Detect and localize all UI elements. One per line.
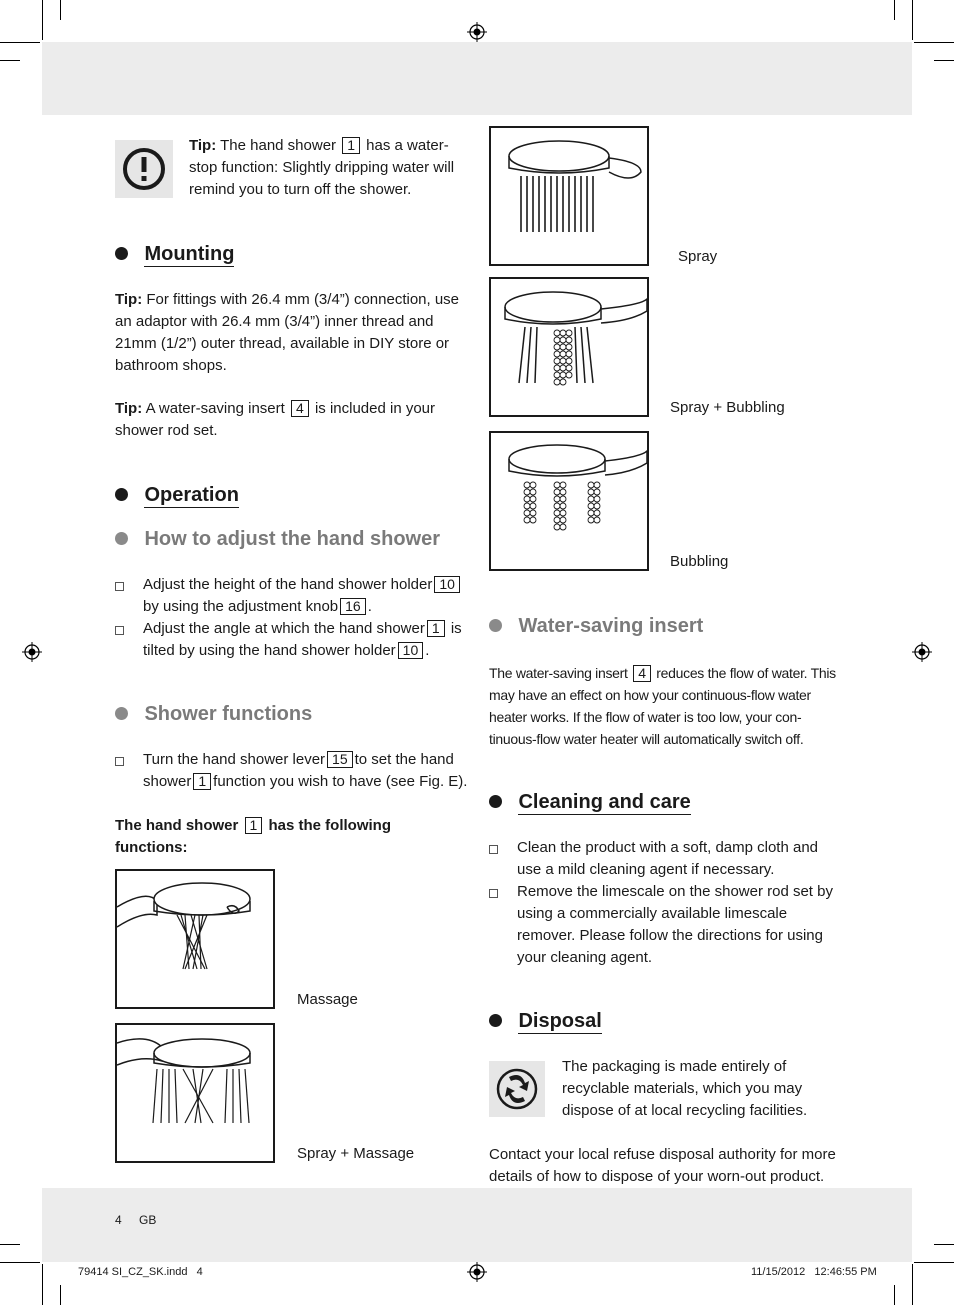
- crop-mark: [42, 0, 43, 40]
- ref-number: 1: [427, 620, 445, 637]
- list-text: Remove the limescale on the shower rod set by using a commercially available limescale remover. Please follow the directions for using your cleaning agent.: [517, 883, 833, 966]
- section-title: How to adjust the hand shower: [144, 528, 441, 550]
- ref-number: 15: [327, 751, 353, 768]
- list-item: [115, 574, 470, 618]
- crop-mark: [0, 60, 20, 61]
- shower-spray-massage-icon: [117, 1025, 273, 1161]
- figure-spray-bubbling: [489, 277, 649, 417]
- registration-mark-icon: [22, 642, 42, 662]
- page-number-value: 4: [115, 1213, 122, 1227]
- section-title: Operation: [144, 484, 239, 506]
- crop-mark: [914, 1262, 954, 1263]
- bullet-icon: [489, 619, 502, 632]
- crop-mark: [60, 1285, 61, 1305]
- heading-shower-functions: [115, 703, 312, 726]
- caption-spray-bubbling: Spray + Bubbling: [670, 399, 785, 416]
- figure-massage: [115, 869, 275, 1009]
- crop-mark: [894, 0, 895, 20]
- shower-bubbling-icon: [491, 433, 647, 569]
- crop-mark: [894, 1285, 895, 1305]
- heading-water-saving: [489, 615, 703, 638]
- tip-text: The hand shower: [220, 137, 337, 154]
- list-text: by using the adjustment knob: [143, 598, 339, 615]
- crop-mark: [914, 42, 954, 43]
- timestamp: 11/15/2012 12:46:55 PM: [751, 1266, 877, 1278]
- disposal-contact: Contact your local refuse disposal authority for more details of how to dispose of your worn-out product.: [489, 1146, 836, 1185]
- section-title: Disposal: [518, 1010, 602, 1032]
- paragraph-text: The water-saving insert: [489, 665, 628, 681]
- ref-number: 1: [193, 773, 211, 790]
- bullet-icon: [115, 707, 128, 720]
- shower-spray-icon: [491, 128, 647, 264]
- language-code: GB: [139, 1213, 157, 1227]
- bold-text: The hand shower: [115, 817, 239, 834]
- list-text: .: [425, 642, 430, 659]
- tip-label: Tip:: [115, 400, 143, 417]
- section-title: Cleaning and care: [518, 791, 691, 813]
- tip-label: Tip:: [115, 291, 143, 308]
- section-title: Mounting: [144, 243, 235, 265]
- shower-functions-list: [115, 749, 470, 793]
- caption-spray: Spray: [678, 248, 718, 265]
- registration-mark-icon: [467, 1262, 487, 1282]
- registration-mark-icon: [912, 642, 932, 662]
- list-item: [115, 749, 470, 793]
- caption-massage: Massage: [297, 991, 358, 1008]
- ref-number: 4: [633, 665, 651, 682]
- figure-spray-massage: [115, 1023, 275, 1163]
- crop-mark: [0, 42, 40, 43]
- tip-waterstop: [189, 135, 471, 201]
- heading-disposal: [489, 1010, 602, 1033]
- following-functions: [115, 815, 455, 859]
- checkbox-bullet-icon: [489, 845, 498, 854]
- header-band: [42, 42, 912, 115]
- checkbox-bullet-icon: [115, 582, 124, 591]
- crop-mark: [60, 0, 61, 20]
- list-text: Turn the hand shower lever: [143, 751, 326, 768]
- shower-spray-bubbling-icon: [491, 279, 647, 415]
- tip-text: has a water-stop function: Slightly dripping water will remind you to turn off the shower.: [189, 137, 455, 198]
- list-item: [489, 837, 839, 881]
- warning-icon: [115, 140, 173, 198]
- ref-number: 1: [342, 137, 360, 154]
- mounting-tip-1: [115, 289, 465, 377]
- crop-mark: [912, 1264, 913, 1305]
- paragraph-text: reduces the flow of water. This may have an effect on how your continuous-flow water heater works. If the flow of water is too low, your con-tinuous-flow water heater will automatically switch off.: [489, 665, 836, 747]
- bullet-icon: [115, 488, 128, 501]
- footer-band: [42, 1188, 912, 1262]
- bullet-icon: [489, 1014, 502, 1027]
- heading-operation: [115, 484, 239, 507]
- list-text: Adjust the angle at which the hand shower: [143, 620, 425, 637]
- list-item: [115, 618, 470, 662]
- list-text: Adjust the height of the hand shower holder: [143, 576, 433, 593]
- checkbox-bullet-icon: [115, 626, 124, 635]
- ref-number: 10: [398, 642, 424, 659]
- crop-mark: [42, 1264, 43, 1305]
- crop-mark: [934, 60, 954, 61]
- caption-spray-massage: Spray + Massage: [297, 1145, 415, 1162]
- shower-massage-icon: [117, 871, 273, 1007]
- mounting-tip-2: [115, 398, 465, 442]
- figure-spray: [489, 126, 649, 266]
- caption-bubbling: Bubbling: [670, 553, 729, 570]
- bullet-icon: [115, 247, 128, 260]
- ref-number: 16: [340, 598, 366, 615]
- ref-number: 10: [434, 576, 460, 593]
- page-number: [115, 1213, 156, 1227]
- list-text: is tilted by using the hand shower holder: [143, 620, 462, 659]
- crop-mark: [912, 0, 913, 40]
- recycling-icon: [489, 1061, 545, 1117]
- crop-mark: [0, 1244, 20, 1245]
- registration-mark-icon: [467, 22, 487, 42]
- tip-text: For fittings with 26.4 mm (3/4”) connection, use an adaptor with 26.4 mm (3/4”) inner thread and 21mm (1/2”) outer thread, available in DIY store or bathroom shops.: [115, 291, 460, 374]
- ref-number: 4: [291, 400, 309, 417]
- checkbox-bullet-icon: [115, 757, 124, 766]
- bold-text: has the following functions:: [115, 817, 391, 856]
- ref-number: 1: [245, 817, 263, 834]
- cleaning-list: [489, 837, 839, 969]
- section-title: Shower functions: [144, 703, 313, 725]
- crop-mark: [0, 1262, 40, 1263]
- heading-cleaning: [489, 791, 691, 814]
- list-text: .: [367, 598, 372, 615]
- section-title: Water-saving insert: [518, 615, 704, 637]
- crop-mark: [934, 1244, 954, 1245]
- list-text: function you wish to have (see Fig. E).: [213, 773, 468, 790]
- adjust-list: [115, 574, 470, 662]
- heading-mounting: [115, 243, 234, 266]
- figure-bubbling: [489, 431, 649, 571]
- tip-text: is included in your shower rod set.: [115, 400, 436, 439]
- heading-adjust: [115, 528, 440, 551]
- water-saving-text: [489, 662, 844, 750]
- list-item: [489, 881, 839, 969]
- tip-text: A water-saving insert: [145, 400, 285, 417]
- list-text: Clean the product with a soft, damp cloth and use a mild cleaning agent if necessary.: [517, 839, 819, 878]
- file-info: 79414 SI_CZ_SK.indd 4: [78, 1266, 203, 1278]
- tip-label: Tip:: [189, 137, 217, 154]
- list-text: to set the hand shower: [143, 751, 454, 790]
- checkbox-bullet-icon: [489, 889, 498, 898]
- disposal-packaging: The packaging is made entirely of recyclable materials, which you may dispose of at local recycling facilities.: [562, 1058, 808, 1119]
- bullet-icon: [115, 532, 128, 545]
- bullet-icon: [489, 795, 502, 808]
